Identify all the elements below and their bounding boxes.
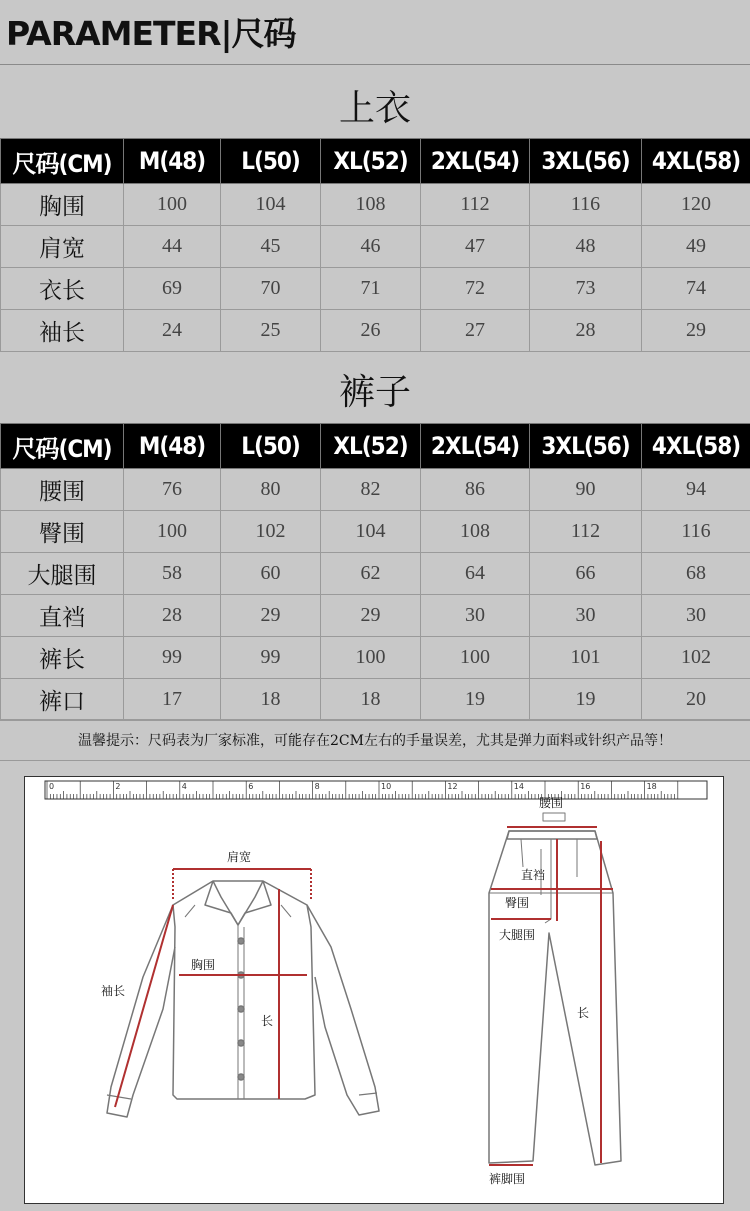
measurement-diagram (24, 776, 724, 1204)
row-label: 臀围 (1, 511, 124, 553)
size-column-header: 3XL(56) (530, 139, 642, 184)
table-cell: 18 (221, 679, 321, 721)
table-row (1, 679, 750, 721)
row-label: 腰围 (1, 469, 124, 511)
table-cell: 30 (642, 595, 750, 637)
table-cell: 44 (124, 226, 221, 268)
row-label: 裤口 (1, 679, 124, 721)
size-column-header: 2XL(54) (421, 139, 530, 184)
table-cell: 104 (321, 511, 421, 553)
table-cell: 29 (642, 310, 750, 352)
table-cell: 100 (124, 184, 221, 226)
row-label: 裤长 (1, 637, 124, 679)
size-column-header: M(48) (124, 424, 221, 469)
size-column-header: L(50) (221, 424, 321, 469)
table-cell: 27 (421, 310, 530, 352)
ruler-label: 16 (580, 782, 591, 791)
row-label: 袖长 (1, 310, 124, 352)
ruler-label: 14 (513, 782, 524, 791)
table-cell: 18 (321, 679, 421, 721)
ruler-label: 4 (181, 782, 187, 791)
table-cell: 24 (124, 310, 221, 352)
table-cell: 102 (642, 637, 750, 679)
table-row (1, 469, 750, 511)
table-cell: 116 (642, 511, 750, 553)
table-cell: 72 (421, 268, 530, 310)
ruler-label: 0 (49, 782, 55, 791)
shirt-length-label: 长 (261, 1014, 274, 1028)
table-cell: 60 (221, 553, 321, 595)
table-cell: 69 (124, 268, 221, 310)
size-column-header: 3XL(56) (530, 424, 642, 469)
table-cell: 45 (221, 226, 321, 268)
table-cell: 112 (421, 184, 530, 226)
pants-waist-label: 腰围 (539, 796, 564, 810)
table-cell: 99 (221, 637, 321, 679)
table-cell: 28 (530, 310, 642, 352)
table-cell: 116 (530, 184, 642, 226)
size-column-header: M(48) (124, 139, 221, 184)
table-cell: 112 (530, 511, 642, 553)
shirt-shoulder-label: 肩宽 (227, 850, 252, 864)
table-header-row (1, 139, 750, 184)
pants-thigh-label: 大腿围 (499, 928, 536, 942)
tops-size-table (0, 138, 750, 352)
ruler-label: 2 (115, 782, 121, 791)
table-cell: 19 (530, 679, 642, 721)
table-cell: 102 (221, 511, 321, 553)
table-cell: 73 (530, 268, 642, 310)
row-label: 肩宽 (1, 226, 124, 268)
size-column-header: XL(52) (321, 139, 421, 184)
shirt-sleeve-label: 袖长 (101, 984, 126, 998)
row-label: 直裆 (1, 595, 124, 637)
header (0, 0, 750, 62)
ruler-label: 18 (646, 782, 657, 791)
table-cell: 74 (642, 268, 750, 310)
table-cell: 86 (421, 469, 530, 511)
ruler-label: 6 (248, 782, 254, 791)
table-cell: 58 (124, 553, 221, 595)
diagram-svg (25, 777, 725, 1205)
table-cell: 71 (321, 268, 421, 310)
row-label: 衣长 (1, 268, 124, 310)
table-cell: 19 (421, 679, 530, 721)
table-cell: 49 (642, 226, 750, 268)
table-cell: 108 (421, 511, 530, 553)
page-title: PARAMETER|尺码 (6, 14, 296, 53)
table-cell: 101 (530, 637, 642, 679)
ruler-label: 10 (381, 782, 392, 791)
pants-rise-label: 直裆 (521, 868, 546, 882)
pants-hip-label: 臀围 (505, 896, 530, 910)
table-cell: 64 (421, 553, 530, 595)
size-column-header: XL(52) (321, 424, 421, 469)
size-column-header: L(50) (221, 139, 321, 184)
table-cell: 48 (530, 226, 642, 268)
table-cell: 28 (124, 595, 221, 637)
table-cell: 66 (530, 553, 642, 595)
table-cell: 29 (321, 595, 421, 637)
shirt-outline (107, 881, 379, 1117)
table-cell: 25 (221, 310, 321, 352)
table-cell: 82 (321, 469, 421, 511)
table-cell: 99 (124, 637, 221, 679)
row-label: 胸围 (1, 184, 124, 226)
table-cell: 80 (221, 469, 321, 511)
table-cell: 30 (421, 595, 530, 637)
table-cell: 100 (124, 511, 221, 553)
row-label: 大腿围 (1, 553, 124, 595)
table-cell: 47 (421, 226, 530, 268)
table-cell: 62 (321, 553, 421, 595)
table-cell: 76 (124, 469, 221, 511)
pants-hem-label: 裤脚围 (489, 1172, 526, 1186)
table-cell: 20 (642, 679, 750, 721)
table-cell: 94 (642, 469, 750, 511)
table-row (1, 595, 750, 637)
table-cell: 29 (221, 595, 321, 637)
table-cell: 26 (321, 310, 421, 352)
table-cell: 100 (321, 637, 421, 679)
tops-section-title: 上衣 (338, 88, 411, 129)
shirt-chest-label: 胸围 (191, 958, 216, 972)
table-cell: 104 (221, 184, 321, 226)
table-row (1, 226, 750, 268)
table-header-row (1, 424, 750, 469)
ruler-label: 12 (447, 782, 458, 791)
table-cell: 120 (642, 184, 750, 226)
size-column-header: 2XL(54) (421, 424, 530, 469)
size-note: 温馨提示：尺码表为厂家标准，可能存在2CM左右的手量误差，尤其是弹力面料或针织产品等！ (0, 719, 750, 761)
ruler-label: 8 (314, 782, 320, 791)
table-row (1, 553, 750, 595)
size-header-label: 尺码(CM) (1, 424, 124, 469)
table-cell: 46 (321, 226, 421, 268)
ruler (45, 781, 707, 799)
size-column-header: 4XL(58) (642, 424, 750, 469)
table-row (1, 637, 750, 679)
size-column-header: 4XL(58) (642, 139, 750, 184)
table-cell: 100 (421, 637, 530, 679)
header-divider (0, 64, 750, 65)
table-row (1, 268, 750, 310)
table-cell: 30 (530, 595, 642, 637)
table-row (1, 511, 750, 553)
size-header-label: 尺码(CM) (1, 139, 124, 184)
table-cell: 70 (221, 268, 321, 310)
table-cell: 17 (124, 679, 221, 721)
table-row (1, 184, 750, 226)
table-cell: 68 (642, 553, 750, 595)
pants-length-label: 长 (577, 1006, 590, 1020)
pants-section-title: 裤子 (338, 372, 411, 413)
pants-size-table (0, 423, 750, 721)
table-cell: 108 (321, 184, 421, 226)
table-cell: 90 (530, 469, 642, 511)
table-row (1, 310, 750, 352)
